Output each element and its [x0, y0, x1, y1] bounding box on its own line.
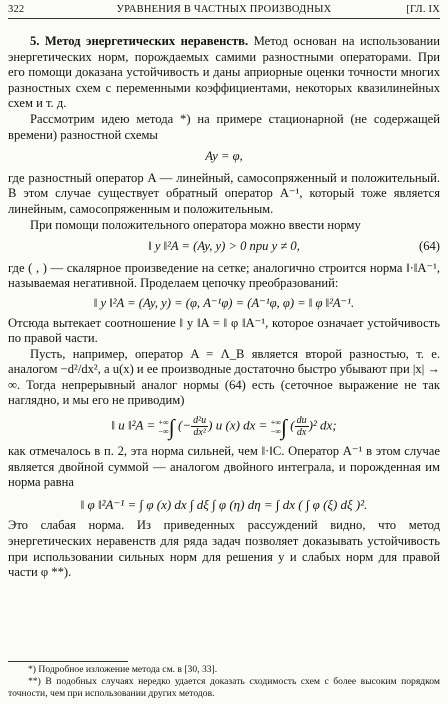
- page-number: 322: [8, 4, 25, 15]
- equation-ay: Ay = φ,: [205, 149, 243, 164]
- equation-number: (64): [419, 239, 440, 254]
- integral-limits: +∞ −∞: [158, 417, 169, 436]
- main-text: [8, 34, 440, 581]
- equation-chain: ‖ y ‖²A = (Ay, y) = (φ, A⁻¹φ) = (A⁻¹φ, φ) = ‖ φ ‖²A⁻¹.: [93, 295, 355, 310]
- running-title: УРАВНЕНИЯ В ЧАСТНЫХ ПРОИЗВОДНЫХ: [116, 4, 332, 15]
- equation-norm-left: ‖ u ‖²A =: [111, 417, 156, 433]
- integral-sign: ∫: [168, 414, 175, 440]
- header-rule: [8, 18, 440, 19]
- equation-64: [8, 239, 440, 255]
- paragraph-1: [8, 34, 440, 112]
- paragraph-8: как отмечалось в п. 2, эта норма сильней, чем ‖·‖C. Оператор A⁻¹ в этом случае является двойной суммой — аналогом двойного интеграла, и порожденная им норма равна: [8, 444, 440, 490]
- fraction-du: $\frac{du}{dx}$: [296, 415, 307, 439]
- integral-sign-2: ∫: [280, 414, 287, 440]
- equation-norm-right: dx;: [320, 417, 337, 433]
- footnote-2: **) В подобных случаях нередко удается доказать сходимость схем с более высоким порядком точности, чем при использовании других методов.: [8, 676, 440, 699]
- paragraph-2: Рассмотрим идею метода *) на примере стационарной (не содержащей времени) разностной схемы: [8, 111, 440, 142]
- equation-64-body: ‖ y ‖²A = (Ay, y) > 0 при y ≠ 0,: [148, 239, 300, 254]
- paragraph-3: где разностный оператор A — линейный, самосопряженный и положительный. В этом случае существует обратный оператор A⁻¹, который тоже является линейным, самосопряженным и положительным.: [8, 170, 440, 216]
- paragraph-7: Пусть, например, оператор A = Λ_B является второй разностью, т. е. аналогом −d²/dx², а u(x) и ее производные достаточно быстро убывают при |x| → ∞. Тогда непрерывный аналог нормы (64) есть (сеточное выражение не так наглядно, и мы его не приводим): [8, 346, 440, 408]
- footnote-1: *) Подробное изложение метода см. в [30, 33].: [28, 664, 218, 675]
- paragraph-4: При помощи положительного оператора можно ввести норму: [30, 217, 361, 232]
- paragraph-1-text: Метод основан на использовании энергетических норм, порождаемых самими разностными операторами. При его помощи доказана устойчивость и даны априорные оценки точности многих разностных схем с переменными коэффициентами, некоторых квазилинейных схем и т. д.: [8, 34, 440, 111]
- equation-norm-mid: u (x) dx =: [215, 417, 268, 433]
- equation-negative-norm: ‖ φ ‖²A⁻¹ = ∫ φ (x) dx ∫ dξ ∫ φ (η) dη = ∫ dx ( ∫ φ (ξ) dξ )².: [80, 496, 368, 512]
- chapter-label: [ГЛ. IX: [406, 4, 440, 15]
- integral-limits-2: +∞ −∞: [270, 417, 281, 436]
- paragraph-9: Это слабая норма. Из приведенных рассуждений видно, что метод энергетических неравенств для ряда задач позволяет доказывать устойчивость при использовании сильных норм для решения y и слабых норм для правой части φ **).: [8, 518, 440, 580]
- paragraph-5: где ( , ) — скалярное произведение на сетке; аналогично строится норма ‖·‖A⁻¹, называемая негативной. Проделаем цепочку преобразований:: [8, 260, 440, 291]
- equation-norm: ‖ u ‖²A = +∞ −∞∫ (− $\frac{\text{d²u}}{\text{dx²}}$ ) u (x) dx = +∞ −∞∫ ( $\frac{du}{dx}$ )² dx;: [111, 414, 337, 440]
- paragraph-6: Отсюда вытекает соотношение ‖ y ‖A = ‖ φ ‖A⁻¹, которое означает устойчивость по правой части.: [8, 315, 440, 346]
- fraction-d2u: $\frac{\text{d²u}}{\text{dx²}}$: [193, 415, 207, 439]
- section-heading: 5. Метод энергетических неравенств.: [30, 34, 249, 48]
- footnotes: [8, 664, 440, 700]
- footnote-rule: [8, 661, 128, 662]
